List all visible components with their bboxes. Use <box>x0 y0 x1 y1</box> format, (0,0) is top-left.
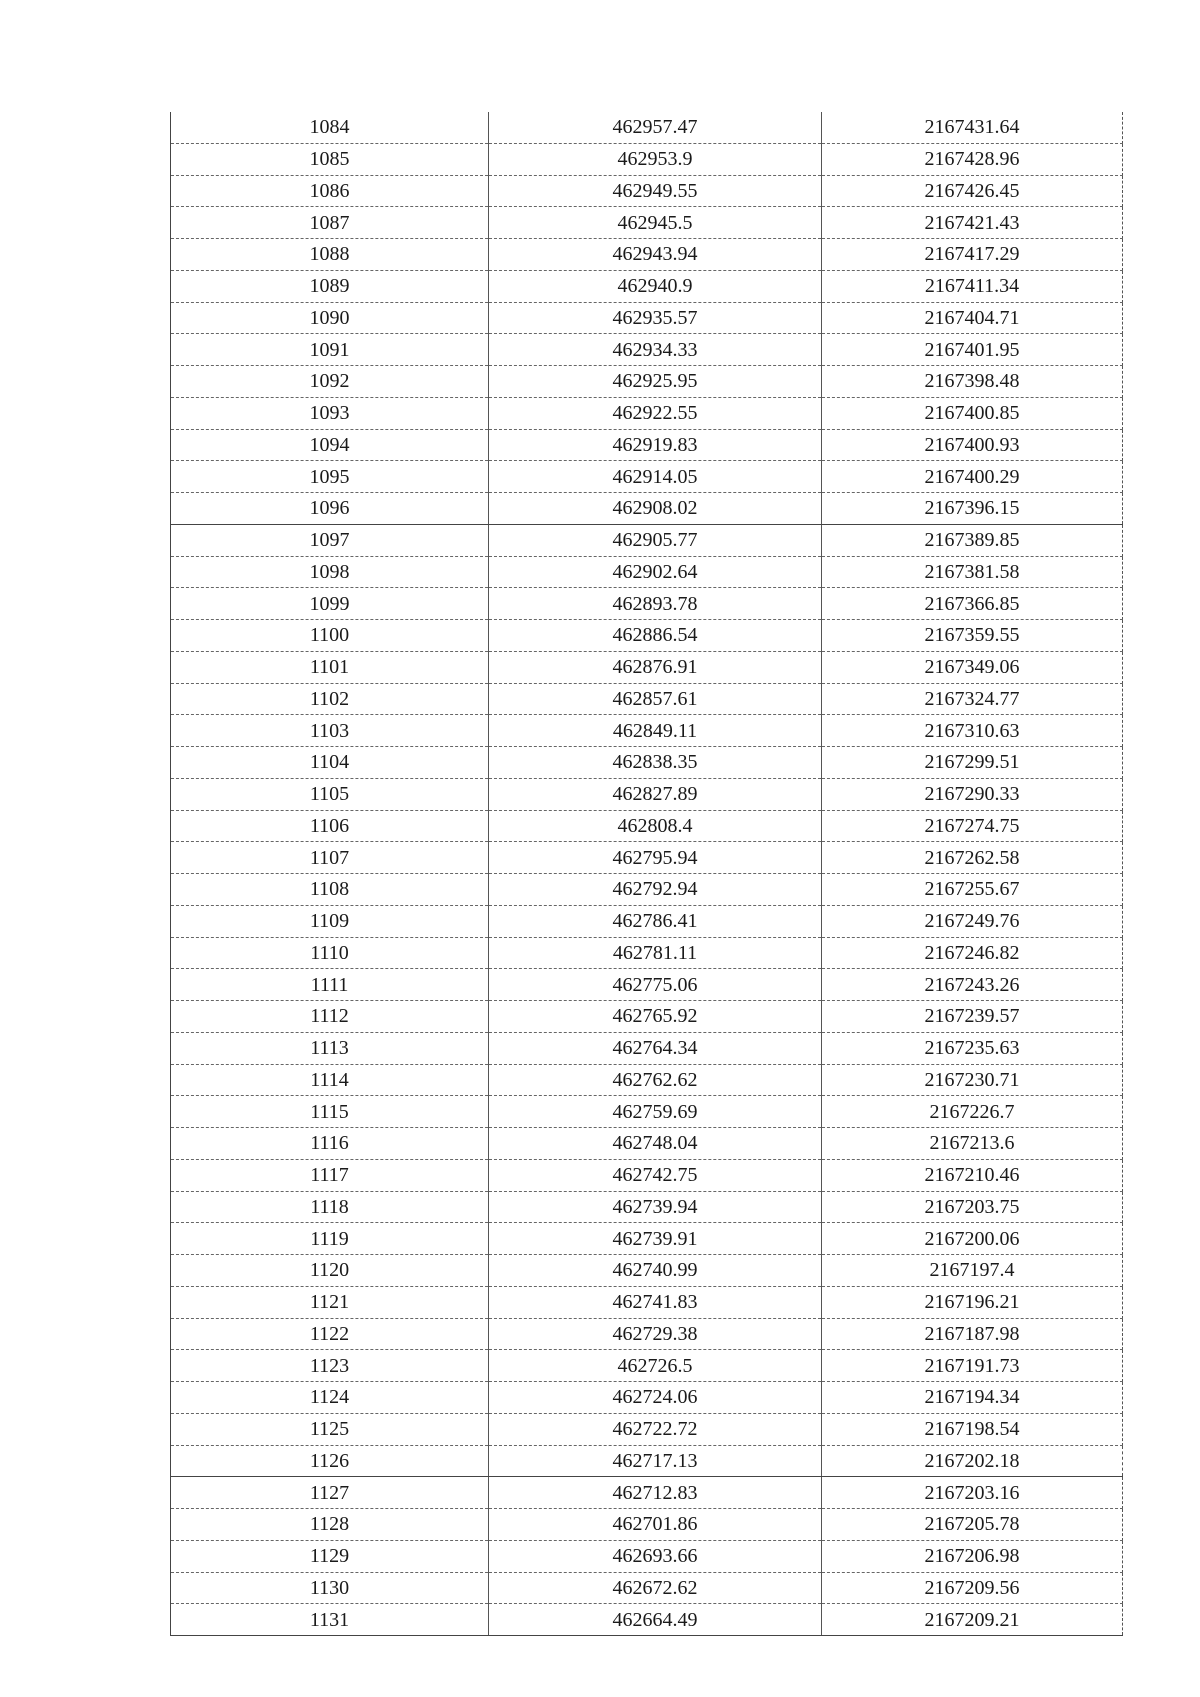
y-coordinate-cell: 2167246.82 <box>822 937 1123 969</box>
table-row <box>171 1604 1123 1636</box>
y-coordinate-cell: 2167210.46 <box>822 1159 1123 1191</box>
table-row <box>171 1286 1123 1318</box>
point-number-cell: 1110 <box>171 937 489 969</box>
point-number-cell: 1118 <box>171 1191 489 1223</box>
y-coordinate-cell: 2167191.73 <box>822 1350 1123 1382</box>
y-coordinate-cell: 2167428.96 <box>822 143 1123 175</box>
x-coordinate-cell: 462957.47 <box>489 112 822 143</box>
table-row <box>171 1382 1123 1414</box>
y-coordinate-cell: 2167431.64 <box>822 112 1123 143</box>
table-row <box>171 1350 1123 1382</box>
x-coordinate-cell: 462739.94 <box>489 1191 822 1223</box>
y-coordinate-cell: 2167197.4 <box>822 1255 1123 1287</box>
point-number-cell: 1122 <box>171 1318 489 1350</box>
table-row <box>171 461 1123 493</box>
point-number-cell: 1098 <box>171 556 489 588</box>
table-row <box>171 937 1123 969</box>
table-row <box>171 524 1123 556</box>
y-coordinate-cell: 2167194.34 <box>822 1382 1123 1414</box>
table-row <box>171 429 1123 461</box>
table-row <box>171 556 1123 588</box>
point-number-cell: 1100 <box>171 620 489 652</box>
table-row <box>171 715 1123 747</box>
y-coordinate-cell: 2167400.29 <box>822 461 1123 493</box>
y-coordinate-cell: 2167366.85 <box>822 588 1123 620</box>
point-number-cell: 1124 <box>171 1382 489 1414</box>
table-row <box>171 1477 1123 1509</box>
point-number-cell: 1094 <box>171 429 489 461</box>
table-row <box>171 969 1123 1001</box>
table-row <box>171 334 1123 366</box>
table-row <box>171 1032 1123 1064</box>
point-number-cell: 1121 <box>171 1286 489 1318</box>
x-coordinate-cell: 462722.72 <box>489 1413 822 1445</box>
x-coordinate-cell: 462759.69 <box>489 1096 822 1128</box>
x-coordinate-cell: 462748.04 <box>489 1128 822 1160</box>
x-coordinate-cell: 462741.83 <box>489 1286 822 1318</box>
table-row <box>171 1445 1123 1477</box>
point-number-cell: 1108 <box>171 874 489 906</box>
y-coordinate-cell: 2167255.67 <box>822 874 1123 906</box>
point-number-cell: 1111 <box>171 969 489 1001</box>
x-coordinate-cell: 462935.57 <box>489 302 822 334</box>
y-coordinate-cell: 2167290.33 <box>822 778 1123 810</box>
coordinate-table <box>170 112 1123 1636</box>
y-coordinate-cell: 2167198.54 <box>822 1413 1123 1445</box>
point-number-cell: 1091 <box>171 334 489 366</box>
x-coordinate-cell: 462781.11 <box>489 937 822 969</box>
point-number-cell: 1113 <box>171 1032 489 1064</box>
y-coordinate-cell: 2167239.57 <box>822 1001 1123 1033</box>
x-coordinate-cell: 462775.06 <box>489 969 822 1001</box>
x-coordinate-cell: 462765.92 <box>489 1001 822 1033</box>
table-row <box>171 842 1123 874</box>
point-number-cell: 1087 <box>171 207 489 239</box>
point-number-cell: 1119 <box>171 1223 489 1255</box>
table-row <box>171 747 1123 779</box>
x-coordinate-cell: 462934.33 <box>489 334 822 366</box>
table-row <box>171 1509 1123 1541</box>
y-coordinate-cell: 2167202.18 <box>822 1445 1123 1477</box>
point-number-cell: 1107 <box>171 842 489 874</box>
table-row <box>171 1128 1123 1160</box>
x-coordinate-cell: 462726.5 <box>489 1350 822 1382</box>
table-row <box>171 112 1123 143</box>
point-number-cell: 1115 <box>171 1096 489 1128</box>
table-row <box>171 1318 1123 1350</box>
x-coordinate-cell: 462908.02 <box>489 493 822 525</box>
y-coordinate-cell: 2167389.85 <box>822 524 1123 556</box>
x-coordinate-cell: 462740.99 <box>489 1255 822 1287</box>
y-coordinate-cell: 2167213.6 <box>822 1128 1123 1160</box>
table-row <box>171 1572 1123 1604</box>
y-coordinate-cell: 2167400.85 <box>822 397 1123 429</box>
point-number-cell: 1084 <box>171 112 489 143</box>
y-coordinate-cell: 2167401.95 <box>822 334 1123 366</box>
table-row <box>171 397 1123 429</box>
table-row <box>171 1540 1123 1572</box>
y-coordinate-cell: 2167209.21 <box>822 1604 1123 1636</box>
table-row <box>171 270 1123 302</box>
x-coordinate-cell: 462693.66 <box>489 1540 822 1572</box>
table-row <box>171 175 1123 207</box>
x-coordinate-cell: 462838.35 <box>489 747 822 779</box>
point-number-cell: 1109 <box>171 905 489 937</box>
table-row <box>171 905 1123 937</box>
point-number-cell: 1120 <box>171 1255 489 1287</box>
point-number-cell: 1085 <box>171 143 489 175</box>
y-coordinate-cell: 2167381.58 <box>822 556 1123 588</box>
x-coordinate-cell: 462712.83 <box>489 1477 822 1509</box>
x-coordinate-cell: 462762.62 <box>489 1064 822 1096</box>
x-coordinate-cell: 462945.5 <box>489 207 822 239</box>
point-number-cell: 1130 <box>171 1572 489 1604</box>
y-coordinate-cell: 2167200.06 <box>822 1223 1123 1255</box>
point-number-cell: 1096 <box>171 493 489 525</box>
table-row <box>171 588 1123 620</box>
x-coordinate-cell: 462717.13 <box>489 1445 822 1477</box>
table-row <box>171 302 1123 334</box>
x-coordinate-cell: 462724.06 <box>489 1382 822 1414</box>
table-row <box>171 1191 1123 1223</box>
x-coordinate-cell: 462786.41 <box>489 905 822 937</box>
table-row <box>171 493 1123 525</box>
x-coordinate-cell: 462914.05 <box>489 461 822 493</box>
y-coordinate-cell: 2167359.55 <box>822 620 1123 652</box>
y-coordinate-cell: 2167299.51 <box>822 747 1123 779</box>
x-coordinate-cell: 462664.49 <box>489 1604 822 1636</box>
coordinate-table-body <box>171 112 1123 1636</box>
y-coordinate-cell: 2167196.21 <box>822 1286 1123 1318</box>
y-coordinate-cell: 2167396.15 <box>822 493 1123 525</box>
y-coordinate-cell: 2167187.98 <box>822 1318 1123 1350</box>
point-number-cell: 1103 <box>171 715 489 747</box>
point-number-cell: 1105 <box>171 778 489 810</box>
table-row <box>171 1096 1123 1128</box>
table-row <box>171 683 1123 715</box>
point-number-cell: 1102 <box>171 683 489 715</box>
x-coordinate-cell: 462729.38 <box>489 1318 822 1350</box>
x-coordinate-cell: 462672.62 <box>489 1572 822 1604</box>
y-coordinate-cell: 2167243.26 <box>822 969 1123 1001</box>
point-number-cell: 1104 <box>171 747 489 779</box>
y-coordinate-cell: 2167324.77 <box>822 683 1123 715</box>
point-number-cell: 1101 <box>171 651 489 683</box>
x-coordinate-cell: 462893.78 <box>489 588 822 620</box>
y-coordinate-cell: 2167417.29 <box>822 239 1123 271</box>
point-number-cell: 1128 <box>171 1509 489 1541</box>
table-row <box>171 239 1123 271</box>
x-coordinate-cell: 462792.94 <box>489 874 822 906</box>
y-coordinate-cell: 2167235.63 <box>822 1032 1123 1064</box>
x-coordinate-cell: 462739.91 <box>489 1223 822 1255</box>
x-coordinate-cell: 462876.91 <box>489 651 822 683</box>
table-row <box>171 1223 1123 1255</box>
y-coordinate-cell: 2167249.76 <box>822 905 1123 937</box>
table-row <box>171 366 1123 398</box>
point-number-cell: 1117 <box>171 1159 489 1191</box>
x-coordinate-cell: 462902.64 <box>489 556 822 588</box>
table-row <box>171 1159 1123 1191</box>
x-coordinate-cell: 462943.94 <box>489 239 822 271</box>
point-number-cell: 1088 <box>171 239 489 271</box>
y-coordinate-cell: 2167230.71 <box>822 1064 1123 1096</box>
x-coordinate-cell: 462919.83 <box>489 429 822 461</box>
x-coordinate-cell: 462827.89 <box>489 778 822 810</box>
table-row <box>171 1001 1123 1033</box>
y-coordinate-cell: 2167400.93 <box>822 429 1123 461</box>
x-coordinate-cell: 462849.11 <box>489 715 822 747</box>
point-number-cell: 1123 <box>171 1350 489 1382</box>
x-coordinate-cell: 462886.54 <box>489 620 822 652</box>
x-coordinate-cell: 462764.34 <box>489 1032 822 1064</box>
y-coordinate-cell: 2167310.63 <box>822 715 1123 747</box>
table-row <box>171 651 1123 683</box>
x-coordinate-cell: 462949.55 <box>489 175 822 207</box>
point-number-cell: 1090 <box>171 302 489 334</box>
point-number-cell: 1131 <box>171 1604 489 1636</box>
x-coordinate-cell: 462922.55 <box>489 397 822 429</box>
y-coordinate-cell: 2167203.75 <box>822 1191 1123 1223</box>
point-number-cell: 1106 <box>171 810 489 842</box>
table-row <box>171 620 1123 652</box>
y-coordinate-cell: 2167262.58 <box>822 842 1123 874</box>
x-coordinate-cell: 462795.94 <box>489 842 822 874</box>
y-coordinate-cell: 2167398.48 <box>822 366 1123 398</box>
point-number-cell: 1097 <box>171 524 489 556</box>
table-row <box>171 810 1123 842</box>
x-coordinate-cell: 462701.86 <box>489 1509 822 1541</box>
table-row <box>171 1064 1123 1096</box>
table-row <box>171 143 1123 175</box>
x-coordinate-cell: 462857.61 <box>489 683 822 715</box>
point-number-cell: 1127 <box>171 1477 489 1509</box>
y-coordinate-cell: 2167206.98 <box>822 1540 1123 1572</box>
y-coordinate-cell: 2167274.75 <box>822 810 1123 842</box>
y-coordinate-cell: 2167426.45 <box>822 175 1123 207</box>
y-coordinate-cell: 2167226.7 <box>822 1096 1123 1128</box>
point-number-cell: 1116 <box>171 1128 489 1160</box>
y-coordinate-cell: 2167203.16 <box>822 1477 1123 1509</box>
x-coordinate-cell: 462808.4 <box>489 810 822 842</box>
point-number-cell: 1126 <box>171 1445 489 1477</box>
y-coordinate-cell: 2167209.56 <box>822 1572 1123 1604</box>
table-row <box>171 207 1123 239</box>
y-coordinate-cell: 2167421.43 <box>822 207 1123 239</box>
y-coordinate-cell: 2167205.78 <box>822 1509 1123 1541</box>
table-row <box>171 874 1123 906</box>
x-coordinate-cell: 462953.9 <box>489 143 822 175</box>
table-row <box>171 778 1123 810</box>
point-number-cell: 1092 <box>171 366 489 398</box>
x-coordinate-cell: 462742.75 <box>489 1159 822 1191</box>
point-number-cell: 1099 <box>171 588 489 620</box>
y-coordinate-cell: 2167404.71 <box>822 302 1123 334</box>
point-number-cell: 1095 <box>171 461 489 493</box>
y-coordinate-cell: 2167411.34 <box>822 270 1123 302</box>
table-row <box>171 1413 1123 1445</box>
point-number-cell: 1129 <box>171 1540 489 1572</box>
table-row <box>171 1255 1123 1287</box>
x-coordinate-cell: 462940.9 <box>489 270 822 302</box>
y-coordinate-cell: 2167349.06 <box>822 651 1123 683</box>
x-coordinate-cell: 462925.95 <box>489 366 822 398</box>
point-number-cell: 1112 <box>171 1001 489 1033</box>
point-number-cell: 1089 <box>171 270 489 302</box>
point-number-cell: 1114 <box>171 1064 489 1096</box>
point-number-cell: 1125 <box>171 1413 489 1445</box>
x-coordinate-cell: 462905.77 <box>489 524 822 556</box>
point-number-cell: 1086 <box>171 175 489 207</box>
point-number-cell: 1093 <box>171 397 489 429</box>
